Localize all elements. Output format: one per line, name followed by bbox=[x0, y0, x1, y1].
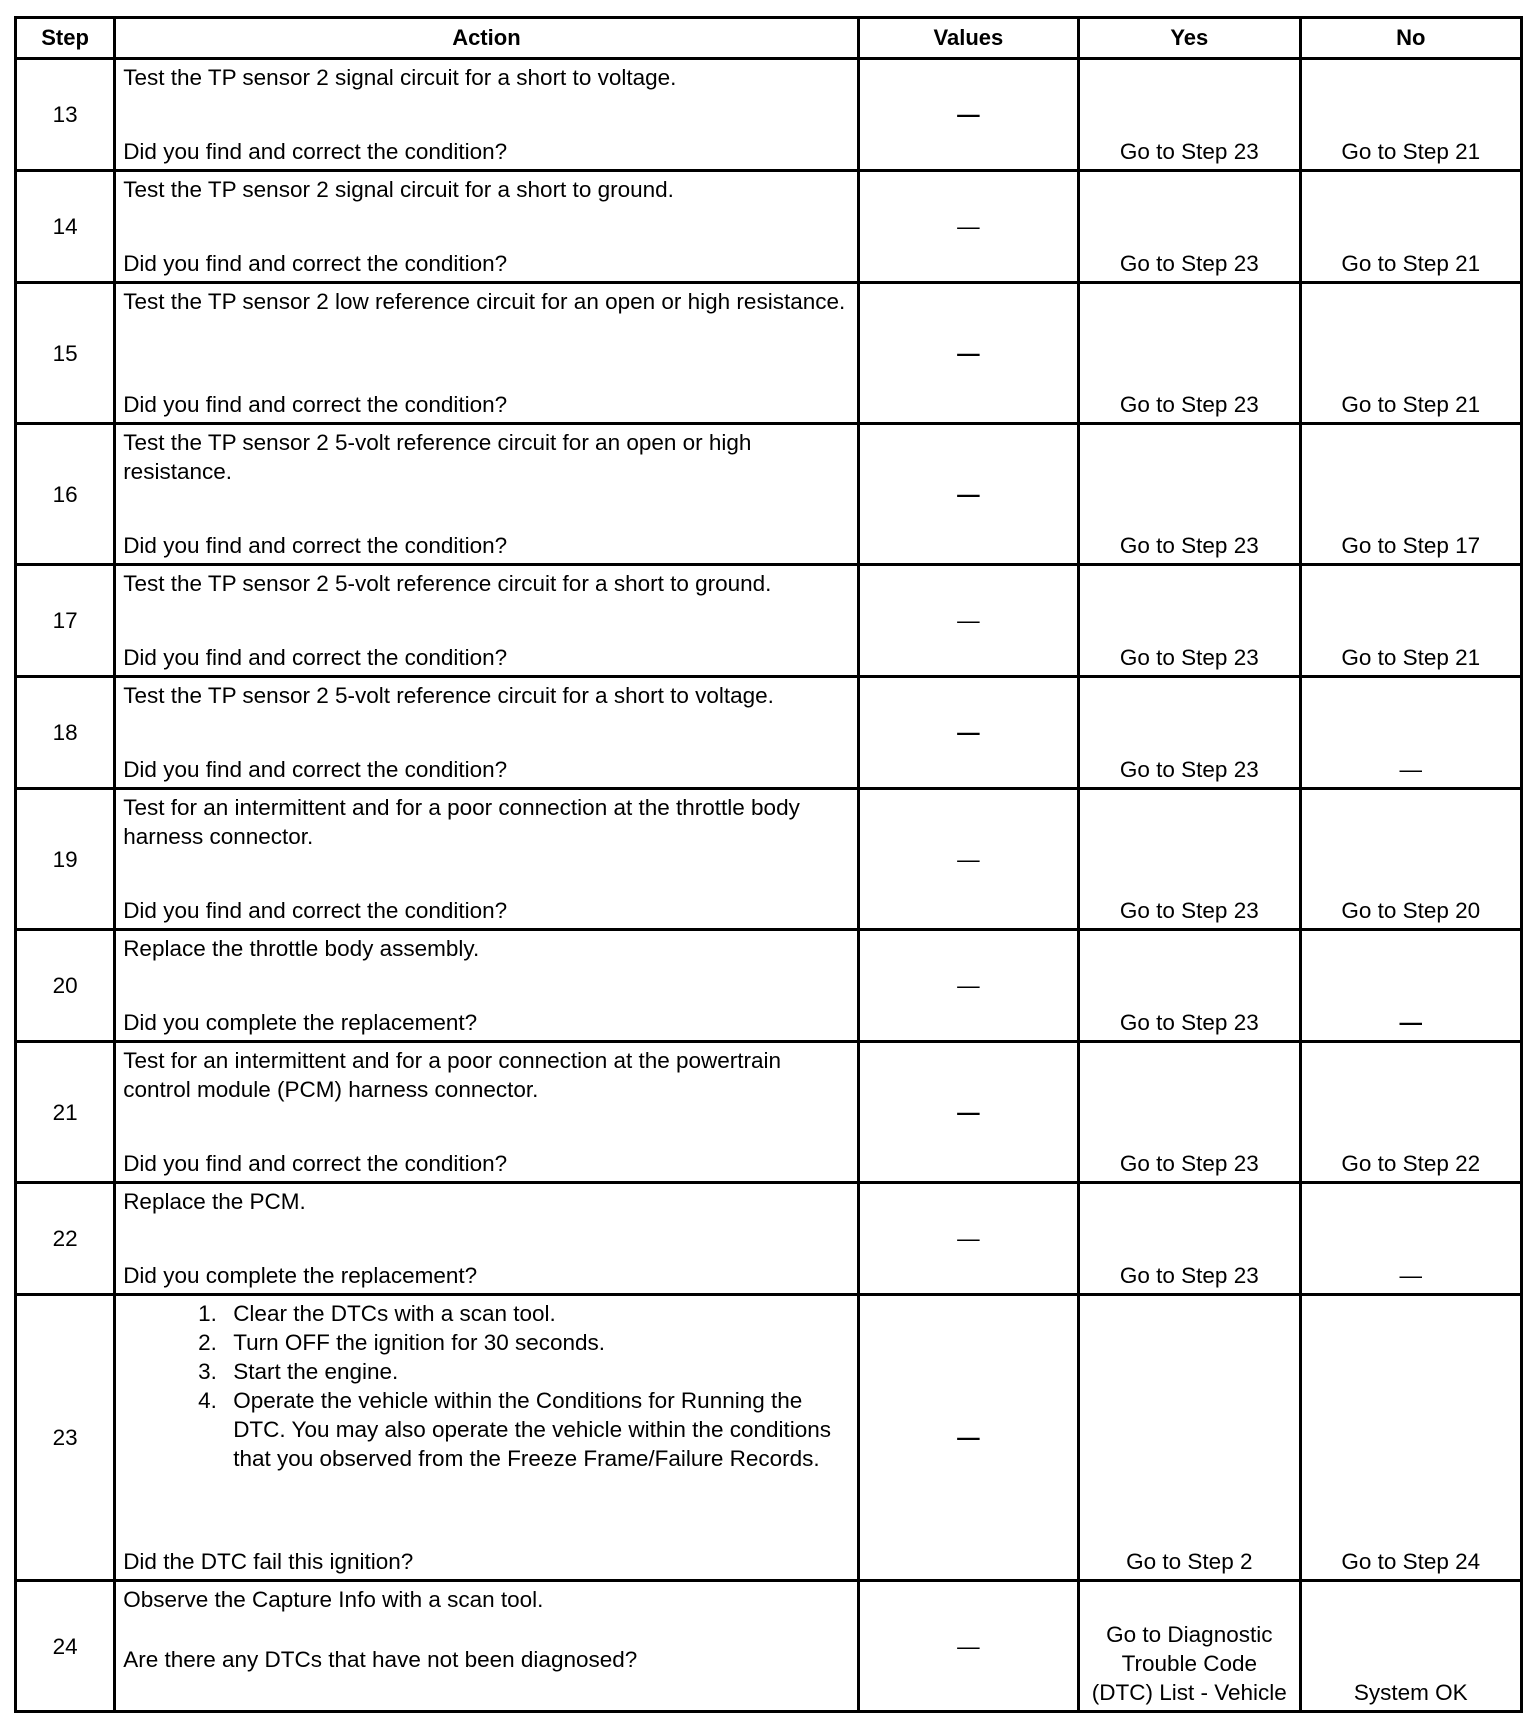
step-number: 13 bbox=[16, 59, 115, 171]
action-cell bbox=[115, 1295, 858, 1581]
value-cell: — bbox=[858, 424, 1078, 565]
table-row bbox=[16, 1042, 1522, 1183]
action-cell bbox=[115, 424, 858, 565]
instruction-list bbox=[123, 1299, 849, 1473]
yes-link[interactable]: Go to Step 23 bbox=[1079, 1183, 1300, 1295]
value-cell: — bbox=[858, 1295, 1078, 1581]
action-text: Test the TP sensor 2 5-volt reference circuit for a short to ground. bbox=[123, 571, 772, 596]
value-cell: — bbox=[858, 789, 1078, 930]
table-row bbox=[16, 424, 1522, 565]
header-action: Action bbox=[115, 18, 858, 59]
yes-link[interactable]: Go to Step 23 bbox=[1079, 171, 1300, 283]
table-row bbox=[16, 930, 1522, 1042]
yes-link[interactable]: Go to Step 23 bbox=[1079, 424, 1300, 565]
no-link[interactable]: Go to Step 21 bbox=[1300, 565, 1521, 677]
action-cell bbox=[115, 789, 858, 930]
action-cell bbox=[115, 1581, 858, 1712]
action-question: Did you complete the replacement? bbox=[123, 1010, 478, 1035]
header-yes: Yes bbox=[1079, 18, 1300, 59]
table-row bbox=[16, 283, 1522, 424]
yes-link[interactable]: Go to Step 23 bbox=[1079, 930, 1300, 1042]
yes-link[interactable]: Go to Step 23 bbox=[1079, 565, 1300, 677]
header-values: Values bbox=[858, 18, 1078, 59]
action-question: Did you find and correct the condition? bbox=[123, 139, 508, 164]
table-row bbox=[16, 677, 1522, 789]
action-text: Test the TP sensor 2 low reference circuit for an open or high resistance. bbox=[123, 289, 846, 314]
action-text: Test the TP sensor 2 signal circuit for a short to voltage. bbox=[123, 65, 677, 90]
value-cell: — bbox=[858, 677, 1078, 789]
value-cell: — bbox=[858, 171, 1078, 283]
diagnostic-table bbox=[14, 16, 1523, 1713]
yes-link[interactable]: Go to Step 23 bbox=[1079, 789, 1300, 930]
step-number: 19 bbox=[16, 789, 115, 930]
action-text: Test the TP sensor 2 5-volt reference circuit for an open or high resistance. bbox=[123, 430, 752, 484]
action-text: Test the TP sensor 2 5-volt reference circuit for a short to voltage. bbox=[123, 683, 774, 708]
no-link[interactable]: Go to Step 22 bbox=[1300, 1042, 1521, 1183]
step-number: 17 bbox=[16, 565, 115, 677]
step-number: 15 bbox=[16, 283, 115, 424]
table-row bbox=[16, 59, 1522, 171]
action-question: Did you find and correct the condition? bbox=[123, 898, 508, 923]
value-cell: — bbox=[858, 283, 1078, 424]
step-number: 22 bbox=[16, 1183, 115, 1295]
action-text: Test for an intermittent and for a poor connection at the powertrain control module (PCM) harness connector. bbox=[123, 1048, 782, 1102]
yes-link[interactable]: Go to Diagnostic Trouble Code (DTC) List - Vehicle bbox=[1079, 1581, 1300, 1712]
action-cell bbox=[115, 1042, 858, 1183]
step-number: 20 bbox=[16, 930, 115, 1042]
action-text: Test the TP sensor 2 signal circuit for a short to ground. bbox=[123, 177, 674, 202]
value-cell: — bbox=[858, 1183, 1078, 1295]
step-number: 23 bbox=[16, 1295, 115, 1581]
yes-link[interactable]: Go to Step 2 bbox=[1079, 1295, 1300, 1581]
step-number: 16 bbox=[16, 424, 115, 565]
table-row bbox=[16, 565, 1522, 677]
header-no: No bbox=[1300, 18, 1521, 59]
header-step: Step bbox=[16, 18, 115, 59]
table-row bbox=[16, 171, 1522, 283]
action-cell bbox=[115, 171, 858, 283]
action-text: Replace the throttle body assembly. bbox=[123, 936, 480, 961]
action-cell bbox=[115, 59, 858, 171]
action-question: Did you find and correct the condition? bbox=[123, 392, 508, 417]
step-number: 14 bbox=[16, 171, 115, 283]
table-row bbox=[16, 1581, 1522, 1712]
value-cell: — bbox=[858, 565, 1078, 677]
action-question: Did you complete the replacement? bbox=[123, 1263, 478, 1288]
action-question: Did you find and correct the condition? bbox=[123, 757, 508, 782]
action-question: Did the DTC fail this ignition? bbox=[123, 1549, 414, 1574]
action-cell bbox=[115, 283, 858, 424]
value-cell: — bbox=[858, 1042, 1078, 1183]
list-item: 2. Turn OFF the ignition for 30 seconds. bbox=[223, 1328, 849, 1357]
yes-link[interactable]: Go to Step 23 bbox=[1079, 59, 1300, 171]
action-text: Observe the Capture Info with a scan tool. bbox=[123, 1587, 544, 1612]
header-row bbox=[16, 18, 1522, 59]
action-question: Are there any DTCs that have not been diagnosed? bbox=[123, 1647, 638, 1672]
yes-link[interactable]: Go to Step 23 bbox=[1079, 283, 1300, 424]
no-link[interactable]: — bbox=[1300, 930, 1521, 1042]
value-cell: — bbox=[858, 1581, 1078, 1712]
table-row bbox=[16, 1183, 1522, 1295]
no-link[interactable]: Go to Step 21 bbox=[1300, 283, 1521, 424]
step-number: 24 bbox=[16, 1581, 115, 1712]
no-link[interactable]: System OK bbox=[1300, 1581, 1521, 1712]
action-cell bbox=[115, 677, 858, 789]
value-cell: — bbox=[858, 930, 1078, 1042]
action-cell bbox=[115, 930, 858, 1042]
no-link[interactable]: Go to Step 21 bbox=[1300, 59, 1521, 171]
list-item: 1. Clear the DTCs with a scan tool. bbox=[223, 1299, 849, 1328]
no-link[interactable]: — bbox=[1300, 677, 1521, 789]
no-link[interactable]: Go to Step 17 bbox=[1300, 424, 1521, 565]
action-text: Test for an intermittent and for a poor connection at the throttle body harness connector. bbox=[123, 795, 800, 849]
yes-link[interactable]: Go to Step 23 bbox=[1079, 1042, 1300, 1183]
action-question: Did you find and correct the condition? bbox=[123, 533, 508, 558]
yes-link[interactable]: Go to Step 23 bbox=[1079, 677, 1300, 789]
action-cell bbox=[115, 1183, 858, 1295]
no-link[interactable]: Go to Step 21 bbox=[1300, 171, 1521, 283]
step-number: 18 bbox=[16, 677, 115, 789]
table-row bbox=[16, 1295, 1522, 1581]
table-row bbox=[16, 789, 1522, 930]
action-question: Did you find and correct the condition? bbox=[123, 645, 508, 670]
no-link[interactable]: Go to Step 20 bbox=[1300, 789, 1521, 930]
step-number: 21 bbox=[16, 1042, 115, 1183]
action-question: Did you find and correct the condition? bbox=[123, 251, 508, 276]
action-question: Did you find and correct the condition? bbox=[123, 1151, 508, 1176]
no-link[interactable]: Go to Step 24 bbox=[1300, 1295, 1521, 1581]
list-item: 3. Start the engine. bbox=[223, 1357, 849, 1386]
no-link[interactable]: — bbox=[1300, 1183, 1521, 1295]
value-cell: — bbox=[858, 59, 1078, 171]
list-item: 4. Operate the vehicle within the Conditions for Running the DTC. You may also operate the vehicle within the conditions that you observed from the Freeze Frame/Failure Records. bbox=[223, 1386, 849, 1473]
action-cell bbox=[115, 565, 858, 677]
action-text: Replace the PCM. bbox=[123, 1189, 306, 1214]
